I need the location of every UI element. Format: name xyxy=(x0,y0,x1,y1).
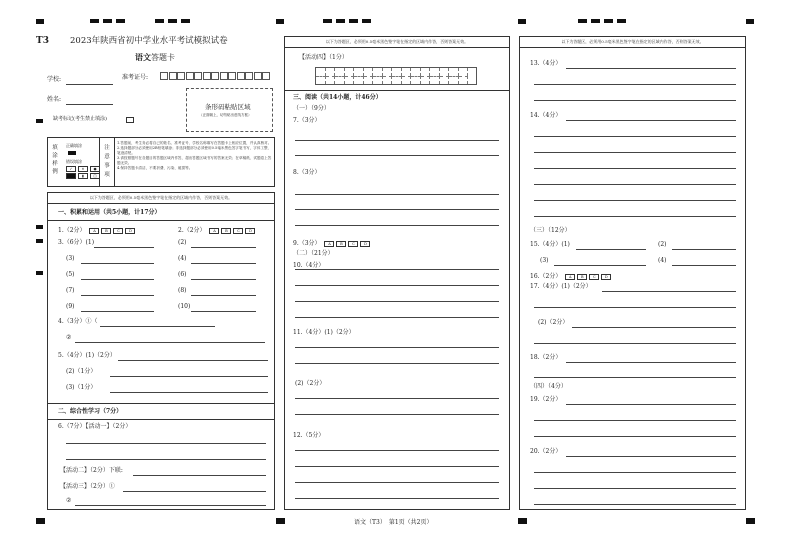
activity-3-label: 【活动三】（2分）① xyxy=(60,483,115,490)
answer-notice: 以下为答题区，必须用0.5毫米黑色签字笔在指定的区域内作答，否则答案无效。 xyxy=(285,37,509,48)
q16-label: 16.（2分） xyxy=(530,273,562,280)
activity-2-label: 【活动二】（2分）下联: xyxy=(60,467,123,474)
timing-mark xyxy=(617,19,626,23)
q13-field-3[interactable] xyxy=(534,100,736,101)
q2-row xyxy=(178,225,255,234)
q4-2-label: ② xyxy=(66,334,72,341)
timing-mark xyxy=(168,19,177,23)
section-1-title: 一、积累和运用（共5小题，计17分） xyxy=(58,209,161,216)
divider xyxy=(114,138,115,186)
activity-2-field[interactable] xyxy=(133,475,266,476)
q19-field-2[interactable] xyxy=(534,420,736,421)
activity-3-2-label: ② xyxy=(66,497,72,504)
q14-field-2[interactable] xyxy=(534,136,736,137)
q6-label: 6.（7分）【活动一】（2分） xyxy=(58,423,132,430)
q11-1-field-1[interactable] xyxy=(295,347,499,348)
wrong-fill-samples-2: ▮ ◫ xyxy=(66,173,100,179)
q3-2-label: (2) xyxy=(178,239,187,246)
timing-mark xyxy=(323,19,332,23)
barcode-title: 条形码粘贴区域 xyxy=(205,103,251,111)
q1-choice-d[interactable]: D xyxy=(125,228,135,234)
q14-field-3[interactable] xyxy=(534,152,736,153)
timing-mark xyxy=(746,518,755,524)
absent-checkbox[interactable] xyxy=(126,117,134,123)
q2-choice-c[interactable]: C xyxy=(233,228,243,234)
q15-4-label: (4) xyxy=(658,257,667,264)
instructions-box xyxy=(47,137,275,187)
q7-label: 7.（3分） xyxy=(293,117,321,124)
q13-field-1[interactable] xyxy=(566,68,736,69)
section-divider xyxy=(48,403,274,404)
page-footer: 语文（T3） 第1页（共2页） xyxy=(354,519,433,526)
q20-field-4[interactable] xyxy=(534,504,736,505)
correct-fill-label: 正确填涂 xyxy=(66,143,82,148)
q13-field-2[interactable] xyxy=(534,84,736,85)
notes-label: 注意事项 xyxy=(104,145,110,178)
school-label: 学校: xyxy=(47,76,62,83)
q9-label: 9.（3分） xyxy=(293,240,321,247)
q3-5-label: (5) xyxy=(66,271,75,278)
wrong-fill-samples: ✓ ✕ ● xyxy=(66,166,100,172)
q16-choice-c[interactable]: C xyxy=(589,274,599,280)
section-divider xyxy=(48,419,274,420)
q3-4-field[interactable] xyxy=(191,263,256,264)
timing-mark xyxy=(36,239,43,243)
q12-field-2[interactable] xyxy=(295,466,499,467)
q3-10-field[interactable] xyxy=(191,311,256,312)
note-item: 2.选择题部分必须使用2B铅笔填涂；非选择题部分必须使用0.5毫米黑色签字笔书写，字体工整、笔迹清楚。 xyxy=(117,146,272,155)
q11-2-label: (2)（2分） xyxy=(295,380,326,387)
q3-label: 3.（6分）(1) xyxy=(58,239,95,246)
q2-label: 2.（2分） xyxy=(178,227,206,234)
q1-choice-c[interactable]: C xyxy=(113,228,123,234)
q17-2-field-2[interactable] xyxy=(534,343,736,344)
answer-panel-3 xyxy=(519,36,746,510)
timing-mark xyxy=(591,19,600,23)
q14-field-4[interactable] xyxy=(534,168,736,169)
q18-label: 18.（2分） xyxy=(530,354,562,361)
timing-mark xyxy=(36,518,45,524)
q12-field-1[interactable] xyxy=(295,450,499,451)
barcode-area xyxy=(186,88,273,132)
q2-choice-b[interactable]: B xyxy=(221,228,231,234)
answer-panel-1 xyxy=(47,192,275,510)
absent-label: 缺考标记(考生禁止填涂) xyxy=(53,116,107,122)
q5-2-label: (2)（1分） xyxy=(66,368,97,375)
q4-2-field[interactable] xyxy=(75,342,265,343)
q9-row xyxy=(293,238,370,247)
q5-3-label: (3)（1分） xyxy=(66,384,97,391)
q15-1-field[interactable] xyxy=(576,249,646,250)
timing-mark xyxy=(36,19,44,24)
timing-mark xyxy=(349,19,358,23)
fill-example-label: 填涂样例 xyxy=(52,145,58,175)
q3-3-field[interactable] xyxy=(81,263,154,264)
q20-field-2[interactable] xyxy=(534,472,736,473)
q2-choice-a[interactable]: A xyxy=(209,228,219,234)
q18-field-2[interactable] xyxy=(534,377,736,378)
note-item: 3.请按照题号在各题目的答题区域内作答，超出答题区域书写的答案无效；在草稿纸、试题卷上答题无效。 xyxy=(117,156,272,165)
correct-fill-sample xyxy=(68,151,76,155)
q3-6-field[interactable] xyxy=(191,279,256,280)
q15-4-field[interactable] xyxy=(672,265,736,266)
q8-label: 8.（3分） xyxy=(293,169,321,176)
q1-choice-a[interactable]: A xyxy=(89,228,99,234)
section-divider xyxy=(48,220,274,221)
q6-field-2[interactable] xyxy=(66,459,266,460)
q3-9-label: (9) xyxy=(66,303,75,310)
name-label: 姓名: xyxy=(47,96,62,103)
q4-label: 4.（3分）①（ xyxy=(58,318,98,325)
q18-field-1[interactable] xyxy=(566,362,736,363)
paper-code: T3 xyxy=(36,36,49,46)
q17-label: 17.（4分）(1)（2分） xyxy=(530,283,592,290)
q3-3-label: (3) xyxy=(66,255,75,262)
q2-choice-d[interactable]: D xyxy=(245,228,255,234)
q14-field-7[interactable] xyxy=(534,216,736,217)
q12-field-4[interactable] xyxy=(295,498,499,499)
name-field[interactable] xyxy=(66,104,113,105)
q17-2-field-1[interactable] xyxy=(572,327,736,328)
page-subtitle xyxy=(135,52,175,63)
q11-label: 11.（4分）(1)（2分） xyxy=(293,329,355,336)
q3-7-field[interactable] xyxy=(81,295,154,296)
q6-field-1[interactable] xyxy=(66,443,266,444)
q9-choice-c[interactable]: C xyxy=(348,241,358,247)
q8-field-2[interactable] xyxy=(295,209,499,210)
q9-choice-a[interactable]: A xyxy=(324,241,334,247)
subtitle-subject: 语文 xyxy=(135,52,151,62)
timing-mark xyxy=(604,19,613,23)
q3-9-field[interactable] xyxy=(81,311,154,312)
q20-field-3[interactable] xyxy=(534,488,736,489)
q9-choice-b[interactable]: B xyxy=(336,241,346,247)
q3-1-field[interactable] xyxy=(94,247,154,248)
q1-row xyxy=(58,225,135,234)
activity-3-2-field[interactable] xyxy=(75,505,266,506)
q10-field-1[interactable] xyxy=(295,269,499,270)
q5-2-field[interactable] xyxy=(110,376,268,377)
answer-notice: 以下为答题区，必须用0.5毫米黑色签字笔在指定的区域内作答，否则答案无效。 xyxy=(520,37,745,48)
q16-choice-a[interactable]: A xyxy=(565,274,575,280)
timing-mark xyxy=(116,19,125,23)
page-title: 2023年陕西省初中学业水平考试模拟试卷 xyxy=(70,36,228,46)
q9-choice-d[interactable]: D xyxy=(360,241,370,247)
q17-1-field-2[interactable] xyxy=(534,307,736,308)
q20-label: 20.（2分） xyxy=(530,448,562,455)
q16-choice-b[interactable]: B xyxy=(577,274,587,280)
q16-row xyxy=(530,271,611,280)
timing-mark xyxy=(362,19,371,23)
note-item: 4.保持答题卡清洁，不要折叠、污染、破损等。 xyxy=(117,166,193,170)
q12-label: 12.（5分） xyxy=(293,432,325,439)
q14-field-1[interactable] xyxy=(566,120,736,121)
q15-2-label: (2) xyxy=(658,241,667,248)
q3-8-label: (8) xyxy=(178,287,187,294)
wrong-fill-label: 错误填涂 xyxy=(66,159,82,164)
timing-mark xyxy=(36,225,43,229)
q3-4-label: (4) xyxy=(178,255,187,262)
q17-1-field-1[interactable] xyxy=(602,291,736,292)
ticket-number-cells[interactable] xyxy=(160,72,271,80)
q10-label: 10.（4分） xyxy=(293,262,325,269)
q15-3-label: (3) xyxy=(540,257,549,264)
section-divider xyxy=(285,90,509,91)
q14-label: 14.（4分） xyxy=(530,112,562,119)
timing-mark xyxy=(276,19,284,24)
q15-3-field[interactable] xyxy=(554,265,646,266)
timing-mark xyxy=(36,271,43,275)
section-3-title: 三、阅读（共14小题，计46分） xyxy=(293,94,382,101)
q10-field-4[interactable] xyxy=(295,317,499,318)
school-field[interactable] xyxy=(66,84,113,85)
q1-label: 1.（2分） xyxy=(58,227,86,234)
q5-1-field[interactable] xyxy=(118,360,268,361)
q19-field-3[interactable] xyxy=(534,436,736,437)
section-2-title: 二、综合性学习（7分） xyxy=(58,408,123,415)
timing-mark xyxy=(36,119,43,123)
q7-field-2[interactable] xyxy=(295,155,499,156)
q5-label: 5.（4分）(1)（2分） xyxy=(58,352,116,359)
timing-mark xyxy=(181,19,190,23)
q3-2-field[interactable] xyxy=(191,247,256,248)
timing-mark xyxy=(103,19,112,23)
timing-mark xyxy=(336,19,345,23)
answer-panel-2 xyxy=(284,36,510,510)
q8-field-3[interactable] xyxy=(295,225,499,226)
timing-mark xyxy=(90,19,99,23)
timing-mark xyxy=(518,518,527,524)
q12-field-3[interactable] xyxy=(295,482,499,483)
q16-choice-d[interactable]: D xyxy=(601,274,611,280)
q7-field-1[interactable] xyxy=(295,140,499,141)
subsection-1-label: （一）（9分） xyxy=(293,105,330,112)
q3-5-field[interactable] xyxy=(81,279,154,280)
q17-2-label: (2)（2分） xyxy=(538,319,569,326)
activity-3-1-field[interactable] xyxy=(123,491,266,492)
activity-4-grid[interactable] xyxy=(315,67,477,85)
q11-2-field-1[interactable] xyxy=(295,398,499,399)
q3-6-label: (6) xyxy=(178,271,187,278)
q14-field-6[interactable] xyxy=(534,200,736,201)
divider xyxy=(99,138,100,186)
subtitle-rest: 答题卡 xyxy=(151,53,175,62)
answer-notice: 以下为答题区，必须用0.5毫米黑色签字笔在指定的区域内作答，否则答案无效。 xyxy=(48,193,274,204)
q5-3-field[interactable] xyxy=(110,392,268,393)
q3-10-label: (10) xyxy=(178,303,191,310)
q15-label: 15.（4分）(1) xyxy=(530,241,570,248)
q15-2-field[interactable] xyxy=(672,249,736,250)
timing-mark xyxy=(746,19,754,24)
q14-field-5[interactable] xyxy=(534,184,736,185)
barcode-note: （正面朝上，切勿贴出虚线方框） xyxy=(199,113,252,117)
notes-list xyxy=(117,141,273,171)
activity-4-label: 【活动四】（1分） xyxy=(299,54,348,61)
subsection-3-label: （三）（12分） xyxy=(530,227,571,234)
q19-field-1[interactable] xyxy=(566,404,736,405)
q11-1-field-2[interactable] xyxy=(295,363,499,364)
subsection-2-label: （二）（21分） xyxy=(293,250,334,257)
subsection-4-label: （四）（4分） xyxy=(530,383,567,390)
timing-mark xyxy=(155,19,164,23)
timing-mark xyxy=(276,518,285,524)
q1-choice-b[interactable]: B xyxy=(101,228,111,234)
q10-field-3[interactable] xyxy=(295,301,499,302)
q4-1-field[interactable] xyxy=(100,326,215,327)
q19-label: 19.（2分） xyxy=(530,396,562,403)
timing-mark xyxy=(578,19,587,23)
ticket-label: 准考证号: xyxy=(122,74,149,81)
q20-field-1[interactable] xyxy=(566,456,736,457)
q3-7-label: (7) xyxy=(66,287,75,294)
q11-2-field-2[interactable] xyxy=(295,414,499,415)
q13-label: 13.（4分） xyxy=(530,60,562,67)
q3-8-field[interactable] xyxy=(191,295,256,296)
note-item: 1.答题前，考生务必将自己的姓名、准考证号、学校名称填写在答题卡上相应位置，并认真核对。 xyxy=(117,141,272,145)
timing-mark xyxy=(518,19,526,24)
q10-field-2[interactable] xyxy=(295,285,499,286)
q8-field-1[interactable] xyxy=(295,194,499,195)
